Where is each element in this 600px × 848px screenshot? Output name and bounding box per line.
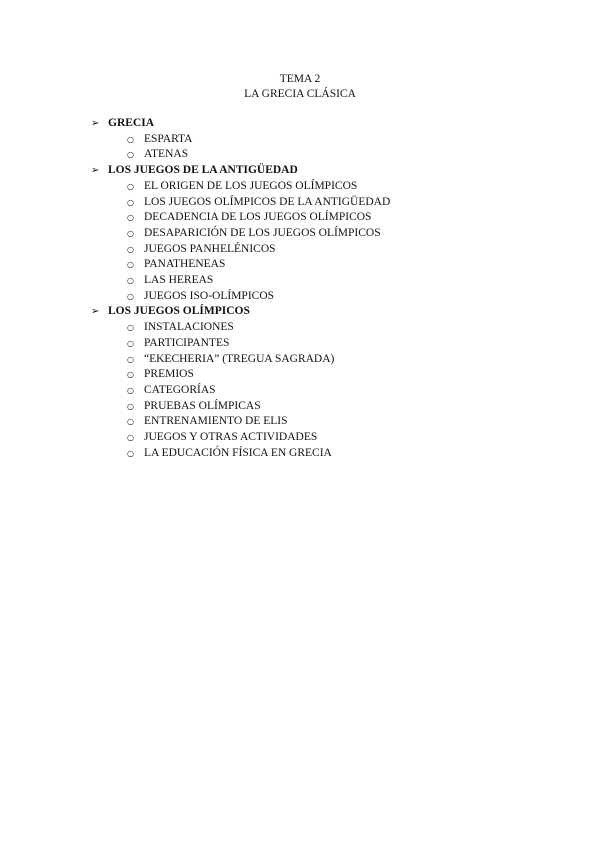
circle-bullet-icon: ○ [127,401,134,411]
list-item-text: “EKECHERIA” (TREGUA SAGRADA) [144,352,335,365]
circle-bullet-icon: ○ [127,323,134,333]
circle-bullet-icon: ○ [127,228,134,238]
circle-bullet-icon: ○ [127,354,134,364]
document-subtitle: LA GRECIA CLÁSICA [244,88,356,100]
list-item-text: PANATHENEAS [144,258,226,271]
list-item [91,399,390,415]
list-item-text: DESAPARICIÓN DE LOS JUEGOS OLÍMPICOS [144,226,381,239]
list-item [91,226,390,242]
list-item-text: ENTRENAMIENTO DE ELIS [144,415,288,428]
section-title: GRECIA [108,117,155,129]
list-item [91,147,390,163]
list-item [91,320,390,336]
sub-list [91,179,390,305]
list-item-text: PREMIOS [144,368,194,381]
arrow-bullet-icon: ➢ [91,118,100,129]
list-item-text: PRUEBAS OLÍMPICAS [144,399,261,412]
circle-bullet-icon: ○ [127,181,134,191]
arrow-bullet-icon: ➢ [91,306,100,318]
section-heading [91,304,390,320]
section-grecia [91,116,390,163]
list-item-text: ATENAS [144,148,189,161]
list-item-text: CATEGORÍAS [144,383,216,396]
document-title: TEMA 2 [279,73,321,85]
list-item-text: DECADENCIA DE LOS JUEGOS OLÍMPICOS [144,211,372,224]
circle-bullet-icon: ○ [127,433,134,443]
section-heading [91,116,390,132]
list-item [91,195,390,211]
circle-bullet-icon: ○ [127,385,134,395]
sub-list [91,132,390,163]
list-item-text: LOS JUEGOS OLÍMPICOS DE LA ANTIGÜEDAD [144,195,391,208]
circle-bullet-icon: ○ [127,417,134,427]
circle-bullet-icon: ○ [127,213,134,223]
section-heading [91,163,390,179]
list-item-text: PARTICIPANTES [144,336,230,349]
list-item-text: LAS HEREAS [144,274,214,287]
circle-bullet-icon: ○ [127,370,134,380]
list-item-text: INSTALACIONES [144,321,234,334]
list-item [91,383,390,399]
circle-bullet-icon: ○ [127,260,134,270]
list-item-text: LA EDUCACIÓN FÍSICA EN GRECIA [144,446,332,459]
list-item [91,242,390,258]
section-title: LOS JUEGOS DE LA ANTIGÜEDAD [108,164,298,177]
sub-list [91,320,390,461]
section-juegos-antiguedad [91,163,390,304]
topic-outline [91,116,390,461]
circle-bullet-icon: ○ [127,276,134,286]
list-item [91,273,390,289]
list-item [91,132,390,148]
list-item [91,289,390,305]
circle-bullet-icon: ○ [127,197,134,207]
list-item [91,179,390,195]
circle-bullet-icon: ○ [127,150,134,160]
list-item-text: JUEGOS Y OTRAS ACTIVIDADES [144,431,318,444]
list-item [91,446,390,462]
circle-bullet-icon: ○ [127,338,134,348]
section-juegos-olimpicos [91,304,390,461]
list-item-text: EL ORIGEN DE LOS JUEGOS OLÍMPICOS [144,179,358,192]
list-item-text: JUEGOS PANHELÉNICOS [144,242,276,255]
circle-bullet-icon: ○ [127,448,134,458]
list-item [91,352,390,368]
circle-bullet-icon: ○ [127,291,134,301]
section-title: LOS JUEGOS OLÍMPICOS [108,305,250,318]
list-item [91,367,390,383]
list-item-text: JUEGOS ISO-OLÍMPICOS [144,289,275,302]
arrow-bullet-icon: ➢ [91,165,100,177]
list-item [91,430,390,446]
list-item [91,414,390,430]
circle-bullet-icon: ○ [127,134,134,144]
list-item-text: ESPARTA [144,132,193,145]
list-item [91,210,390,226]
circle-bullet-icon: ○ [127,244,134,254]
list-item [91,336,390,352]
list-item [91,257,390,273]
